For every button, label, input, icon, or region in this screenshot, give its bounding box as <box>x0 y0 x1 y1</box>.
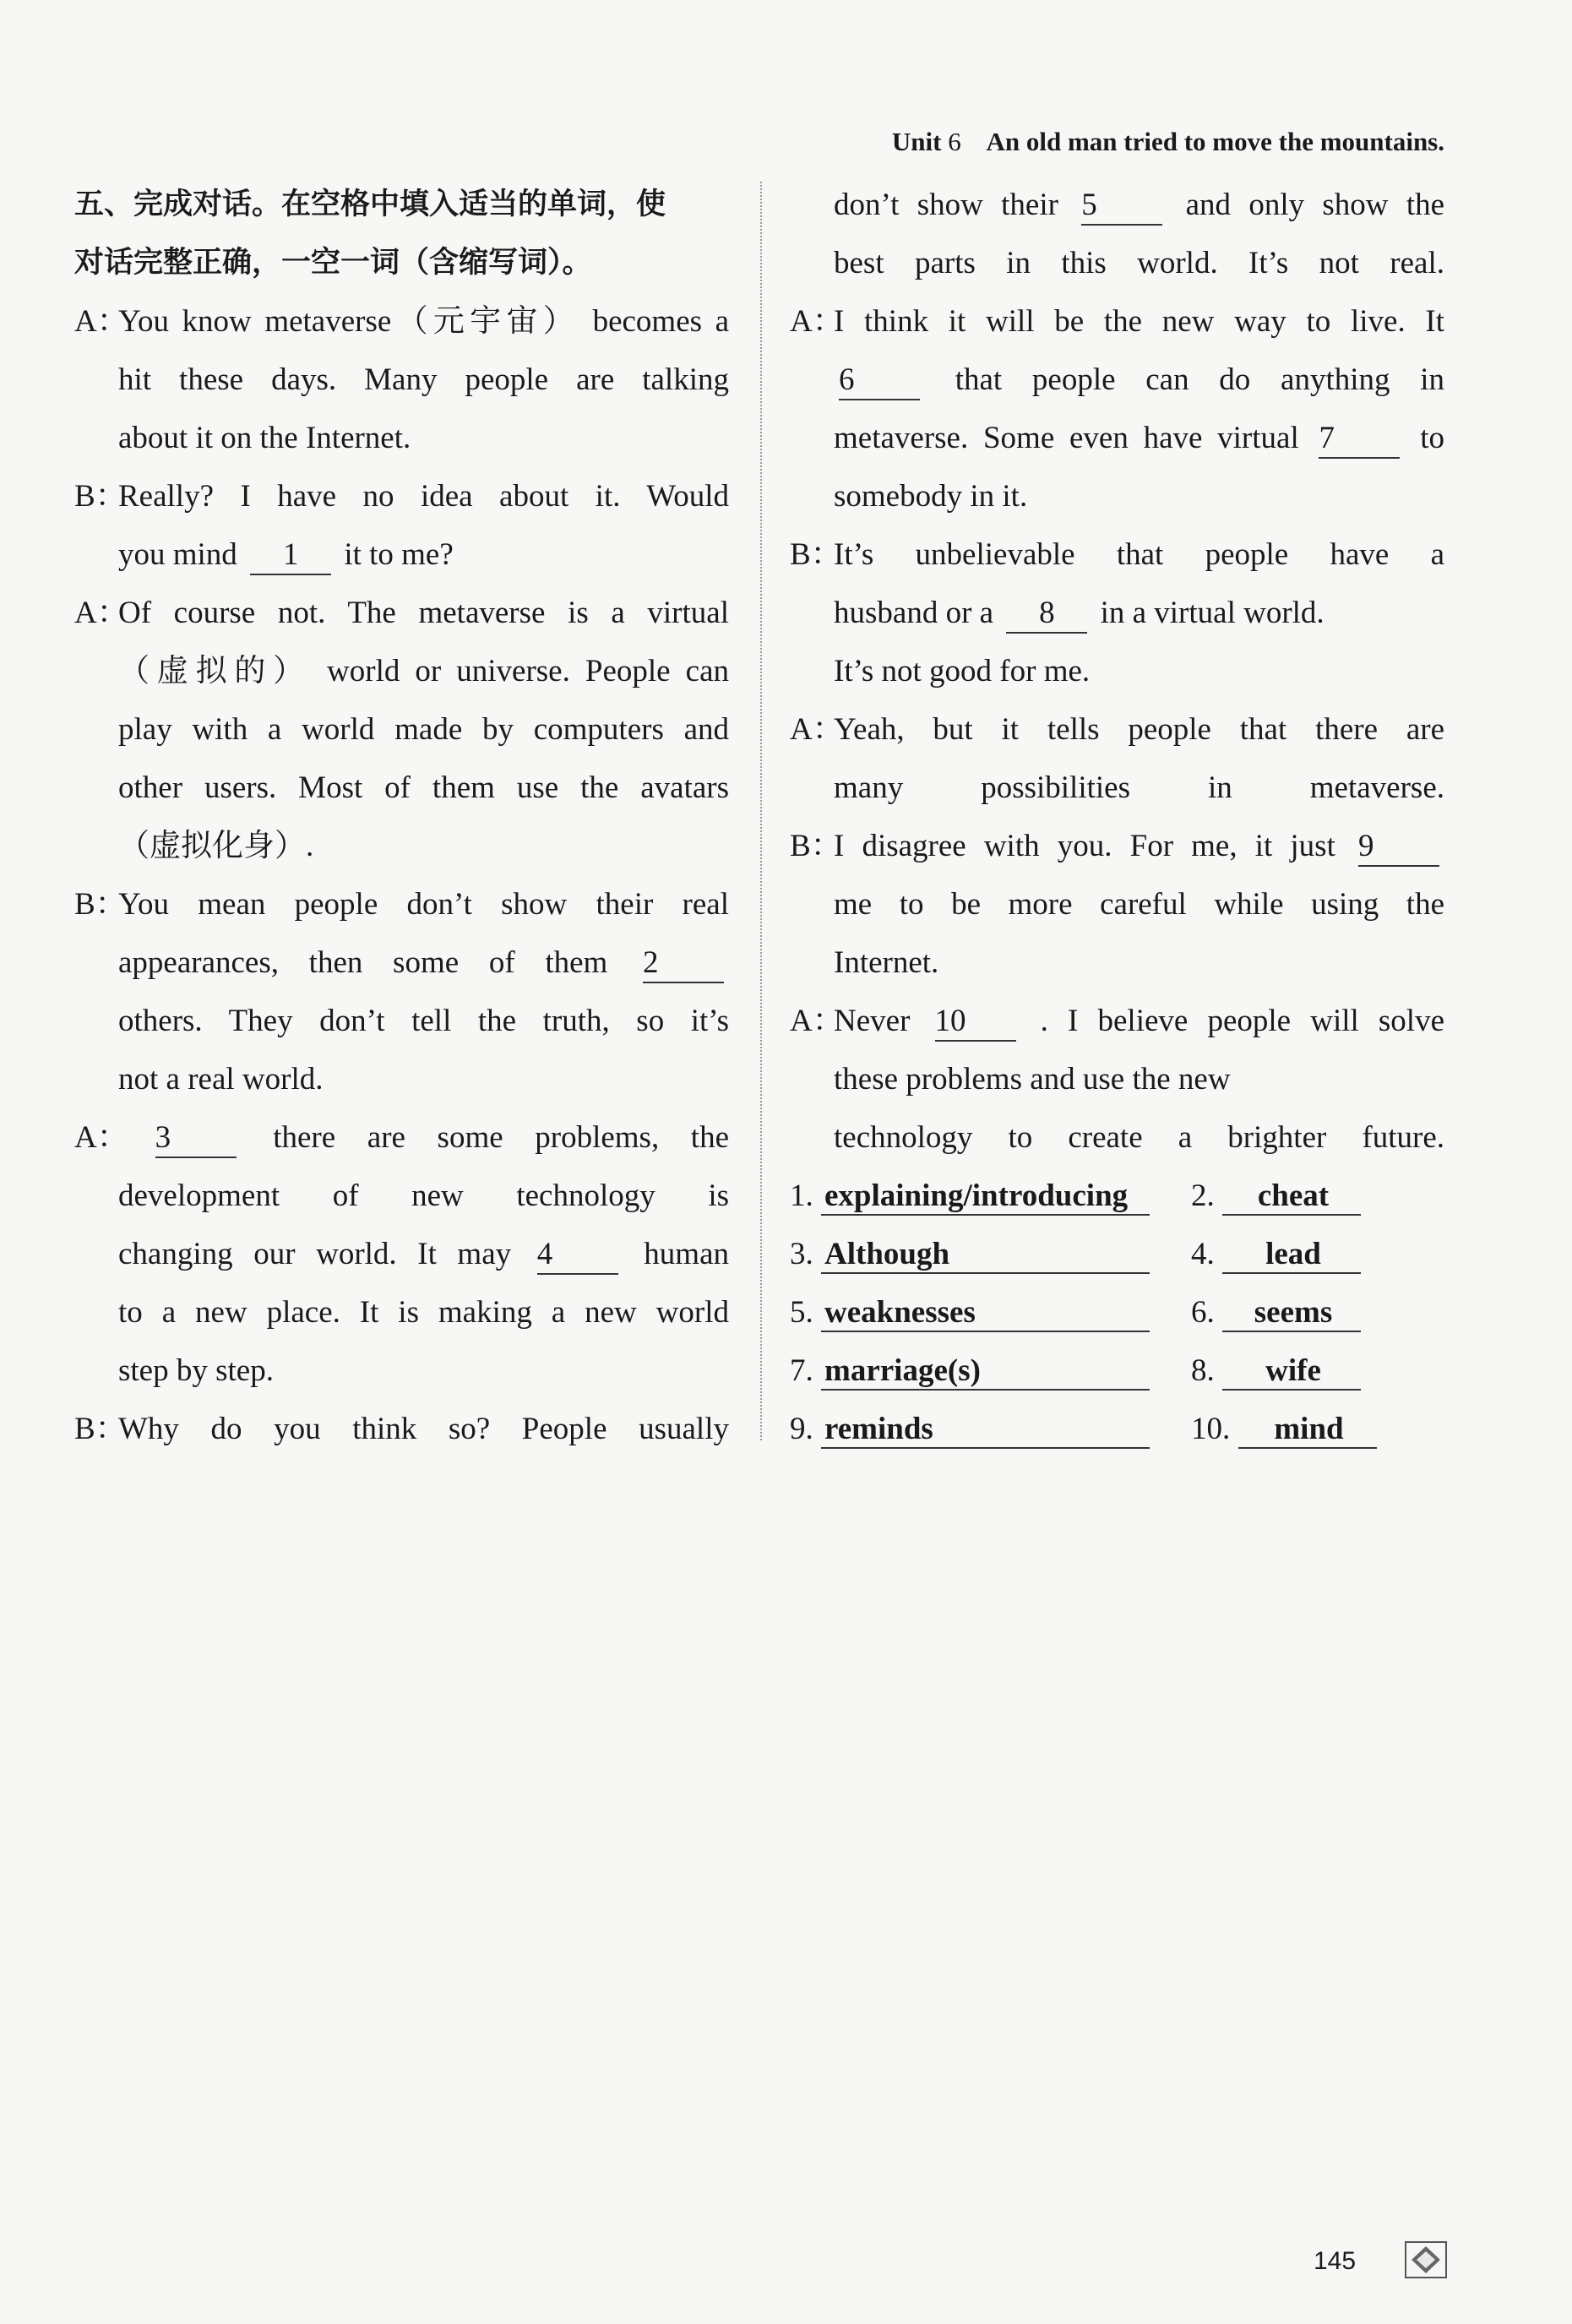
dialogue-line <box>74 875 729 933</box>
answer-item <box>1191 1342 1361 1400</box>
dialogue-text: others. They don’t tell the truth, so it’s <box>118 1004 729 1038</box>
dialogue-text: don’t show their <box>834 188 1058 222</box>
answer-row <box>790 1400 1444 1458</box>
answer-item <box>790 1225 1150 1283</box>
dialogue-text: Yeah, but it tells people that there are <box>834 712 1444 747</box>
answer-word: cheat <box>1222 1178 1361 1216</box>
dialogue-line <box>74 351 729 409</box>
blank-number: 1 <box>250 536 331 575</box>
answer-row <box>790 1167 1444 1225</box>
dialogue-line <box>790 759 1444 817</box>
answer-word: marriage(s) <box>821 1353 1150 1391</box>
dialogue-line <box>790 292 1444 351</box>
answer-word: Although <box>821 1237 1150 1274</box>
dialogue-line <box>790 875 1444 933</box>
diamond-icon <box>1405 2241 1447 2278</box>
page-number: 145 <box>1314 2247 1357 2275</box>
dialogue-line <box>74 759 729 817</box>
dialogue-line <box>790 933 1444 992</box>
dialogue-line <box>74 1283 729 1342</box>
dialogue-text: to a new place. It is making a new world <box>118 1295 729 1330</box>
dialogue-line <box>74 1342 729 1400</box>
dialogue-text: you mind <box>118 537 237 572</box>
dialogue-line <box>74 642 729 700</box>
answer-number: 2. <box>1191 1178 1215 1213</box>
dialogue-line <box>790 1050 1444 1108</box>
dialogue-text: and only show the <box>1185 188 1445 222</box>
answer-word: lead <box>1222 1237 1361 1274</box>
dialogue-text: You mean people don’t show their real <box>118 887 729 922</box>
speaker-label: B： <box>790 537 842 572</box>
dialogue-text: . I believe people will solve <box>1040 1004 1445 1038</box>
blank-number: 6 <box>839 362 920 400</box>
answer-key <box>790 1167 1444 1458</box>
answer-number: 1. <box>790 1178 813 1213</box>
dialogue-line <box>790 1108 1444 1167</box>
blank-number: 2 <box>643 944 724 983</box>
dialogue-line <box>790 584 1444 642</box>
section-title-line-1: 五、完成对话。在空格中填入适当的单词，使 <box>74 188 666 221</box>
speaker-label: A： <box>74 1120 128 1155</box>
column-divider <box>760 182 762 1440</box>
blank-number: 4 <box>537 1236 618 1275</box>
speaker-label: B： <box>74 1412 127 1446</box>
answer-word: mind <box>1238 1412 1377 1449</box>
dialogue-line <box>790 992 1444 1050</box>
dialogue-text: changing our world. It may <box>118 1237 512 1271</box>
dialogue-line <box>74 409 729 467</box>
answer-number: 10. <box>1191 1412 1231 1446</box>
unit-label: Unit <box>891 127 942 156</box>
dialogue-text: Internet. <box>834 945 939 980</box>
dialogue-text: to <box>1420 421 1445 455</box>
dialogue-line <box>790 525 1444 584</box>
dialogue-text: step by step. <box>118 1353 274 1388</box>
unit-number: 6 <box>948 127 961 156</box>
answer-number: 5. <box>790 1295 813 1330</box>
dialogue-text: best parts in this world. It’s not real. <box>834 246 1444 280</box>
dialogue-text: me to be more careful while using the <box>834 887 1444 922</box>
dialogue-text: （虚拟的） world or universe. People can <box>118 654 729 688</box>
dialogue-line <box>74 1400 729 1458</box>
answer-row <box>790 1283 1444 1342</box>
dialogue-text: technology to create a brighter future. <box>834 1120 1444 1155</box>
answer-number: 7. <box>790 1353 813 1388</box>
blank-number: 7 <box>1319 420 1400 459</box>
dialogue-text: play with a world made by computers and <box>118 712 729 747</box>
dialogue-line <box>74 584 729 642</box>
left-column <box>74 176 729 1458</box>
dialogue-text: other users. Most of them use the avatars <box>118 770 729 805</box>
dialogue-text: You know metaverse（元宇宙） becomes a <box>118 304 729 339</box>
dialogue-line <box>74 1108 729 1167</box>
dialogue-line <box>790 642 1444 700</box>
dialogue-text: Why do you think so? People usually <box>118 1412 729 1446</box>
dialogue-text: appearances, then some of them <box>118 945 608 980</box>
dialogue-line <box>790 467 1444 525</box>
right-column <box>790 176 1444 1458</box>
dialogue-text: in a virtual world. <box>1100 596 1325 630</box>
answer-item <box>1191 1283 1361 1342</box>
answer-word: seems <box>1222 1295 1361 1332</box>
blank-number: 5 <box>1081 187 1162 226</box>
dialogue-text: there are some problems, the <box>273 1120 730 1155</box>
dialogue-text: these problems and use the new <box>834 1062 1231 1097</box>
speaker-label: B： <box>74 887 127 922</box>
dialogue-line <box>74 817 729 875</box>
dialogue-right <box>790 176 1444 1167</box>
dialogue-text: I think it will be the new way to live. It <box>834 304 1444 339</box>
dialogue-text: husband or a <box>834 596 994 630</box>
answer-word: reminds <box>821 1412 1150 1449</box>
blank-number: 9 <box>1358 828 1439 867</box>
answer-number: 6. <box>1191 1295 1215 1330</box>
speaker-label: A： <box>74 304 128 339</box>
dialogue-text: （虚拟化身）. <box>118 829 314 863</box>
answer-number: 4. <box>1191 1237 1215 1271</box>
dialogue-text: many possibilities in metaverse. <box>834 770 1444 805</box>
answer-item <box>790 1342 1150 1400</box>
speaker-label: B： <box>74 479 127 514</box>
dialogue-text: about it on the Internet. <box>118 421 411 455</box>
dialogue-text: it to me? <box>344 537 454 572</box>
dialogue-line <box>74 1225 729 1283</box>
speaker-label: A： <box>74 596 128 630</box>
answer-word: wife <box>1222 1353 1361 1391</box>
answer-item <box>1191 1167 1361 1225</box>
unit-header <box>815 127 1444 157</box>
speaker-label: A： <box>790 712 844 747</box>
answer-number: 3. <box>790 1237 813 1271</box>
dialogue-line <box>74 700 729 759</box>
dialogue-line <box>74 1050 729 1108</box>
answer-word: weaknesses <box>821 1295 1150 1332</box>
blank-number: 8 <box>1006 595 1087 634</box>
dialogue-line <box>790 176 1444 234</box>
unit-title: An old man tried to move the mountains. <box>986 127 1444 156</box>
dialogue-text: I disagree with you. For me, it just <box>834 829 1335 863</box>
speaker-label: A： <box>790 304 844 339</box>
answer-word: explaining/introducing <box>821 1178 1150 1216</box>
dialogue-line <box>790 817 1444 875</box>
dialogue-text: human <box>644 1237 729 1271</box>
answer-number: 8. <box>1191 1353 1215 1388</box>
speaker-label: B： <box>790 829 842 863</box>
dialogue-text: Really? I have no idea about it. Would <box>118 479 729 514</box>
answer-item <box>790 1400 1150 1458</box>
dialogue-text: Of course not. The metaverse is a virtual <box>118 596 729 630</box>
blank-number: 10 <box>935 1003 1016 1042</box>
dialogue-text: It’s unbelievable that people have a <box>834 537 1444 572</box>
dialogue-text: not a real world. <box>118 1062 324 1097</box>
dialogue-line <box>74 933 729 992</box>
answer-row <box>790 1225 1444 1283</box>
answer-item <box>790 1283 1150 1342</box>
speaker-label: A： <box>790 1004 844 1038</box>
answer-item <box>1191 1400 1377 1458</box>
dialogue-text: somebody in it. <box>834 479 1028 514</box>
section-title-line-2: 对话完整正确，一空一词（含缩写词）。 <box>74 246 592 280</box>
dialogue-text: metaverse. Some even have virtual <box>834 421 1299 455</box>
answer-item <box>1191 1225 1361 1283</box>
blank-number: 3 <box>155 1119 237 1158</box>
dialogue-line <box>790 409 1444 467</box>
dialogue-line <box>74 992 729 1050</box>
dialogue-text: It’s not good for me. <box>834 654 1091 688</box>
dialogue-line <box>74 525 729 584</box>
dialogue-line <box>74 292 729 351</box>
answer-row <box>790 1342 1444 1400</box>
dialogue-text: hit these days. Many people are talking <box>118 362 729 397</box>
dialogue-text: development of new technology is <box>118 1178 729 1213</box>
dialogue-line <box>790 700 1444 759</box>
dialogue-line <box>790 234 1444 292</box>
dialogue-left <box>74 292 729 1458</box>
dialogue-line <box>790 351 1444 409</box>
dialogue-line <box>74 467 729 525</box>
answer-item <box>790 1167 1150 1225</box>
dialogue-text: Never <box>834 1004 911 1038</box>
dialogue-text: that people can do anything in <box>955 362 1444 397</box>
answer-number: 9. <box>790 1412 813 1446</box>
dialogue-line <box>74 1167 729 1225</box>
